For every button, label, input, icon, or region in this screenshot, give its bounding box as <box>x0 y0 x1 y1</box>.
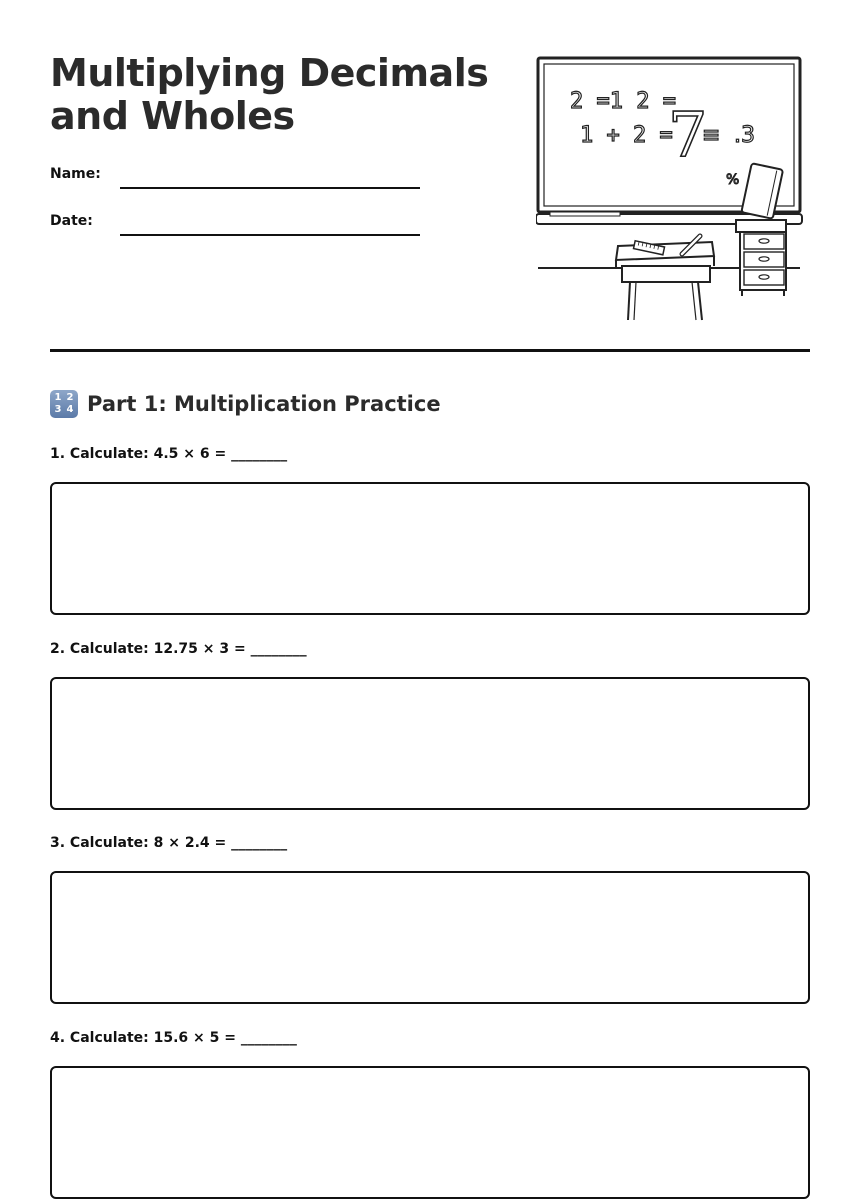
name-blank-line[interactable] <box>120 187 420 189</box>
name-label: Name: <box>50 166 101 182</box>
board-equation-2: 1 + 2 = <box>580 123 673 148</box>
worksheet-title <box>50 52 490 138</box>
section-title: Part 1: Multiplication Practice <box>87 392 441 416</box>
section-heading <box>50 389 441 419</box>
question-label: 1. Calculate: 4.5 × 6 = ________ <box>50 446 288 462</box>
answer-box[interactable] <box>50 1066 810 1199</box>
classroom-chalkboard-illustration <box>536 56 806 326</box>
header-divider <box>50 349 810 352</box>
answer-box[interactable] <box>50 482 810 615</box>
board-big-seven: 7 <box>668 98 708 171</box>
title-line-1: Multiplying Decimals <box>50 51 489 95</box>
board-equation-1: 2 =1 2 = <box>570 89 676 114</box>
worksheet-page <box>50 0 810 1161</box>
student-desk <box>616 242 714 320</box>
filing-cabinet <box>736 220 786 296</box>
date-blank-line[interactable] <box>120 234 420 236</box>
worksheet-header <box>50 0 810 352</box>
question-label: 3. Calculate: 8 × 2.4 = ________ <box>50 835 288 851</box>
board-equals-sign: ≡ <box>702 123 721 148</box>
question-label: 2. Calculate: 12.75 × 3 = ________ <box>50 641 307 657</box>
input-numbers-icon: 1 2 3 4 <box>50 390 78 418</box>
question-label: 4. Calculate: 15.6 × 5 = ________ <box>50 1030 297 1046</box>
board-percent: % <box>726 172 740 188</box>
title-line-2: and Wholes <box>50 94 295 138</box>
chalk-stick <box>550 212 620 216</box>
board-decimal: .3 <box>734 123 755 148</box>
answer-box[interactable] <box>50 871 810 1004</box>
answer-box[interactable] <box>50 677 810 810</box>
date-label: Date: <box>50 213 93 229</box>
